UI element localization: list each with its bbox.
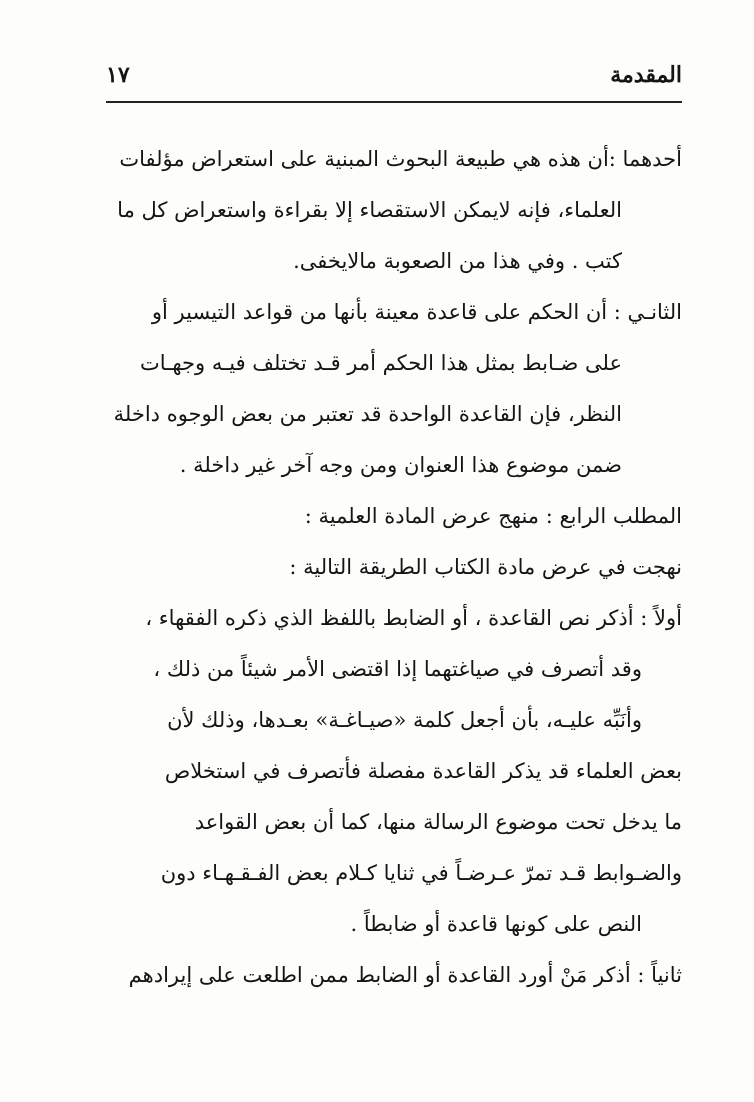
page-body [98, 134, 682, 1001]
text-line: أولاً : أذكر نص القاعدة ، أو الضابط باللفظ الذي ذكره الفقهاء ، [145, 606, 682, 630]
text-line: والضـوابط قـد تمرّ عـرضـاً في ثنايا كـلام بعض الفـقـهـاء دون [160, 861, 682, 885]
text-line: أحدهما :أن هذه هي طبيعة البحوث المبنية على استعراض مؤلفات [119, 147, 682, 171]
header-rule [106, 101, 682, 103]
text-line: النظر، فإن القاعدة الواحدة قد تعتبر من بعض الوجوه داخلة [113, 402, 622, 426]
text-line: الثانـي : أن الحكم على قاعدة معينة بأنها من قواعد التيسير أو [151, 300, 682, 324]
text-line: ثانياً : أذكر مَنْ أورد القاعدة أو الضابط ممن اطلعت على إيرادهم [128, 963, 682, 987]
section-heading: المطلب الرابع : منهج عرض المادة العلمية : [304, 504, 682, 528]
text-line: ضمن موضوع هذا العنوان ومن وجه آخر غير داخلة . [179, 453, 622, 477]
text-line: نهجت في عرض مادة الكتاب الطريقة التالية : [289, 555, 682, 579]
page-header [106, 62, 682, 96]
text-line: كتب . وفي هذا من الصعوبة مالايخفى. [293, 249, 622, 273]
text-line: العلماء، فإنه لايمكن الاستقصاء إلا بقراءة واستعراض كل ما [117, 198, 622, 222]
page-number: ١٧ [106, 62, 130, 88]
text-line: بعض العلماء قد يذكر القاعدة مفصلة فأتصرف في استخلاص [164, 759, 682, 783]
text-line: وقد أتصرف في صياغتهما إذا اقتضى الأمر شيئاً من ذلك ، [153, 657, 642, 681]
text-line: النص على كونها قاعدة أو ضابطاً . [350, 912, 642, 936]
text-line: وأنَبِّه عليـه، بأن أجعل كلمة «صيـاغـة» بعـدها، وذلك لأن [167, 708, 642, 732]
text-line: ما يدخل تحت موضوع الرسالة منها، كما أن بعض القواعد [194, 810, 682, 834]
text-line: على ضـابط بمثل هذا الحكم أمر قـد تختلف فيـه وجهـات [140, 351, 622, 375]
running-title: المقدمة [610, 62, 682, 88]
